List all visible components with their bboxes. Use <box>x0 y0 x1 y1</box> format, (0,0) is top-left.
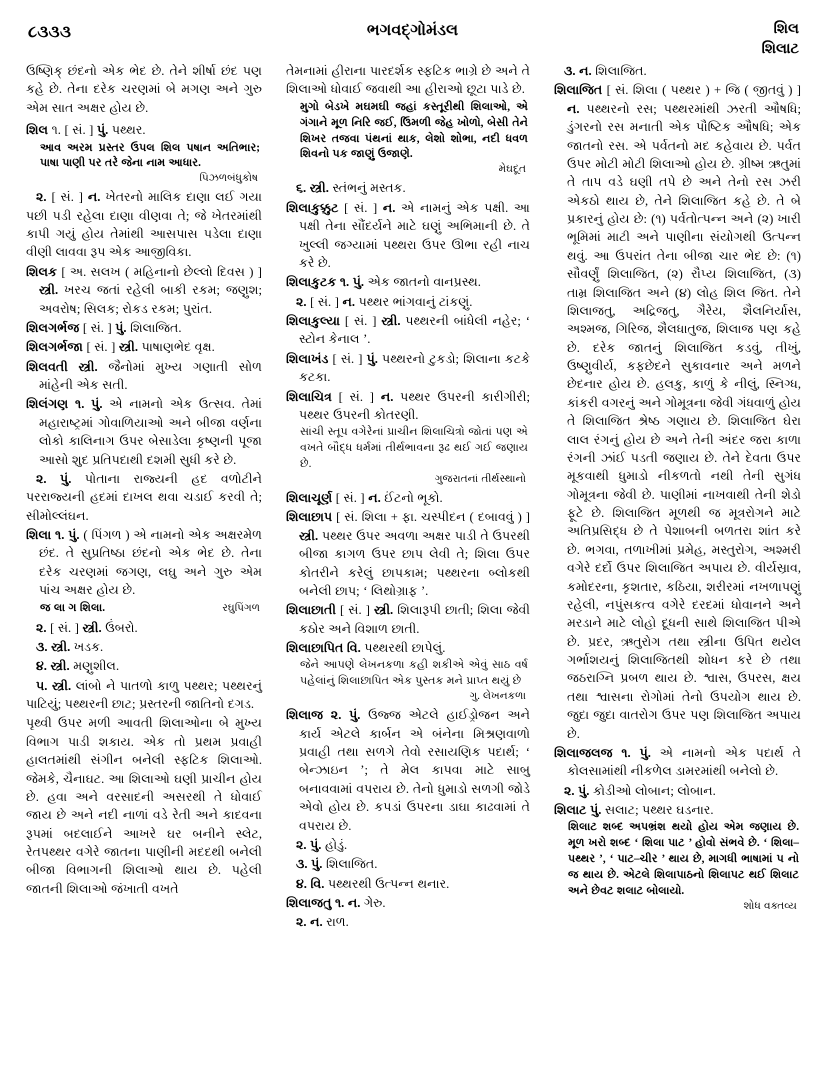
entry-sense-number: ૪. <box>36 659 47 674</box>
entry-grammar-tag: વિ. <box>346 641 361 656</box>
dictionary-entry <box>286 199 530 273</box>
entry-sense-number: ૩. <box>296 857 308 872</box>
entry-definition: હોડું. <box>325 837 348 852</box>
entry-etymology: [ સં. ] <box>344 200 378 215</box>
entry-definition: એક જાતનો વાનપ્રસ્થ. <box>367 275 481 290</box>
dictionary-entry <box>286 855 530 873</box>
dictionary-entry <box>26 319 262 337</box>
entry-headword: શિલા <box>26 528 52 543</box>
citation-verse: મુગો બેડખે મઘમઘી જહાં કસ્તૂરીથી શિલાઓ, એ ગંગાને મૂળ નિરિ જઈ, ઉિમળી જેહ ખોળો, બેસી તેને શિખર તજવા પંથનાં થાક, લેશો શોભા, નદી ધવળ શિવનો પક જાણું ઉજાણે. <box>300 100 528 161</box>
entry-citation <box>286 658 530 704</box>
entry-sense-number: ૩. <box>36 639 48 654</box>
dictionary-entry <box>286 350 530 387</box>
entry-grammar-tag: સ્ત્રી. <box>309 181 329 196</box>
entry-grammar-tag: પું. <box>311 857 323 872</box>
dictionary-entry <box>26 526 262 600</box>
entry-sense-number: ૪. <box>296 876 307 891</box>
dictionary-entry <box>286 836 530 854</box>
entry-sense-number: ૧. <box>75 397 85 412</box>
dictionary-entry <box>26 638 262 656</box>
entry-sense-number: ૧. <box>339 275 350 290</box>
dictionary-entry <box>286 913 530 931</box>
entry-definition: પથ્થરથી છાપેલું. <box>364 641 446 656</box>
entry-sense-number: ૧. <box>51 123 61 138</box>
entry-extended-note: પૃથ્વી ઉપર મળી આવતી શિલાઓના બે મુખ્ય વિભાગ પાડી શકાય. એક તો પ્રથમ પ્રવાહી હાલતમાંથી સંગીન બનેલી સ્ફટિક શિલાઓ. જેમકે, ચૈનાઘટ. આ શિલાઓ ઘણી પ્રાચીન હોય છે. હવા અને વરસાદની અસરથી તે ધોવાઈ જાય છે અને નદી નાળાં વડે રેતી અને કાદવના રૂપમાં બદલાઈને આખરે ઘર બનીને સ્લેટ, રેતપથ્થર વગેરે જાતના પાણીની મદદથી બનેલી બીજા વિભાગની શિલાઓ થાય છે. પહેલી જાતની શિલાઓ જંખાતી વખતે <box>26 716 262 896</box>
entry-definition: ગેરુ. <box>363 896 386 910</box>
dictionary-entry <box>286 706 530 835</box>
citation-text: શિલાટ શબ્દ અપભ્રંશ થયો હોય એમ જણાય છે. મૂળ ખરો શબ્દ ‘ શિલા પાટ ’ હોવો સંભવે છે. ‘ શિલા–પથ્થર ’, ‘ પાટ–ચીર ’ થાય છે, માગધી ભાષામાં પ નો જ થાય છે. એટલે શિલાપાઠનો શિલાપટ થઈ શિલાટ અને છેવટ શલાટ બોલાયો. <box>568 821 799 897</box>
entry-grammar-tag: સ્ત્રી. <box>78 359 98 374</box>
entry-definition: રાળ. <box>326 915 349 930</box>
entry-headword: શિલાજ <box>286 708 324 723</box>
entry-definition: પથ્થર. <box>111 123 146 138</box>
entry-headword: શિલાજતુ <box>286 896 332 910</box>
entry-definition: કોડીઓ લોબાન; લોબાન. <box>593 783 716 798</box>
entry-grammar-tag: સ્ત્રી. <box>299 528 319 543</box>
entry-grammar-tag: પું. <box>349 708 361 723</box>
entry-headword: શિલાકુક્કુટ <box>286 200 339 215</box>
entry-sense-number: ૬. <box>296 181 307 196</box>
citation-source: ગુ. લેખનકળા <box>469 691 526 703</box>
guide-word-last: શિલાટ <box>761 40 799 57</box>
entry-definition: શિલારૂપી છાતી; શિલા જેવી કઠોર અને વિશાળ છાતી. <box>299 603 530 636</box>
citation-source: ગુજરાતનાં તીર્થસ્થાનો <box>434 474 526 485</box>
entry-etymology: [ સં. શિલા + ફા. ચસ્પીદન ( દબાવવું ) ] <box>336 510 530 525</box>
dictionary-entry <box>554 801 801 819</box>
entry-sense-number: ૨. <box>564 783 575 798</box>
entry-grammar-tag: પું. <box>590 803 602 817</box>
entry-grammar-tag: સ્ત્રી. <box>82 620 102 635</box>
entry-definition: સલાટ; પથ્થર ઘડનાર. <box>604 803 714 817</box>
guide-word-first: શિલ <box>773 21 799 37</box>
entry-headword: શિલાચિત્ર <box>286 389 332 404</box>
entry-sense-number: ૨. <box>36 620 47 635</box>
entry-grammar-tag: ન. <box>368 491 381 506</box>
entry-grammar-tag: સ્ત્રી. <box>50 659 70 674</box>
citation-text: જેને આપણે લેખનકળા કહી શકીએ એવું સાઠ વર્ષ પહેલાંનું શિલાછાપિત એક પુસ્તક મને પ્રાપ્ત થયું છે <box>300 659 528 688</box>
entry-grammar-tag: પું. <box>639 745 651 760</box>
entry-sense-number: ૧. <box>335 896 345 910</box>
entry-definition: પોતાના રાજ્યની હદ વળોટીને પરરાજ્યની હદમાં દાખલ થવા ચડાઈ કરવી તે; સીમોલ્લંઘન. <box>26 471 262 523</box>
dictionary-entry <box>554 81 801 743</box>
entry-grammar-tag: સ્ત્રી. <box>374 603 394 618</box>
dictionary-entry <box>286 312 530 349</box>
entry-grammar-tag: ન. <box>342 294 356 309</box>
entry-headword: શિલાજલજ <box>554 745 613 760</box>
entry-grammar-tag: પું. <box>115 320 127 335</box>
entry-grammar-tag: સ્ત્રી. <box>51 639 71 654</box>
entry-etymology: [ સં. ] <box>332 351 363 366</box>
entry-sense-number: ૨. <box>296 915 307 930</box>
dictionary-entry <box>26 338 262 356</box>
entry-definition: જૈનોમાં મુખ્ય ગણાતી સોળ માંહેની એક સતી. <box>39 359 262 393</box>
dictionary-entry <box>554 744 801 781</box>
entry-definition: પથ્થર ઉપરની કારીગીરી; પથ્થર ઉપરની કોતરણી. <box>299 389 530 422</box>
entry-definition: મણુશીલ. <box>73 659 120 674</box>
entry-grammar-tag: પું. <box>310 837 322 852</box>
guide-words <box>762 20 799 59</box>
dictionary-entry <box>286 489 530 507</box>
entry-grammar-tag: ન. <box>347 896 361 910</box>
entry-definition: ઉજ્જ એટલે હાઈડ્રોજન અને કાર્ય એટલે કાર્બન એ બંનેના મિશ્રણવાળો પ્રવાહી તથા સળગે તેવો રસાયણિક પદાર્થ; ‘ બેન્ઝાઇન ’; તે મેલ કાપવા માટે સાબુ બનાવવામાં વપરાય છે. તેનો ધુમાડો સળગી જોડે એવો હોય છે. કપડાં ઉપરના ડાઘા કાઢવામાં તે વપરાય છે. <box>299 708 530 833</box>
entry-grammar-tag: સ્ત્રી. <box>39 283 59 298</box>
entry-definition: એ નામનો એક પદાર્થ તે કોલસામાંથી નીકળેલ ડામરમાંથી બનેલો છે. <box>567 745 801 779</box>
entry-definition: એ નામનું એક પક્ષી. આ પક્ષી તેના સૌંદર્યને માટે ઘણું અભિમાની છે. તે ખુલ્લી જગ્યામાં પથ્થરા ઉપર ઊભા રહી નાચ કરે છે. <box>299 200 530 270</box>
dictionary-entry <box>286 875 530 893</box>
entry-sense-number: ૧. <box>621 745 631 760</box>
entry-headword: શિલંગણ <box>26 397 69 412</box>
entry-sense-number: ૫. <box>36 678 48 693</box>
entry-etymology: [ સં. ] <box>51 190 83 205</box>
entry-definition: પથ્થર ઉપર અવળા અક્ષર પાડી તે ઉપરથી બીજા કાગળ ઉપર છાપ લેવી તે; શિલા ઉપર કોતરીને કરેલું છાપકામ; પથ્થરના બ્લોકથી બનેલી છાપ; ‘ લિથોગ્રાફ ’. <box>299 528 530 598</box>
entry-definition: ઈંટનો ભૂકો. <box>384 491 443 506</box>
entry-headword: શિલાછાતી <box>286 603 336 618</box>
entry-headword: શિલાચૂર્ણ <box>286 491 333 506</box>
citation-source: પિઝળબંધુકોષ <box>199 173 258 185</box>
entry-grammar-tag: ન. <box>567 101 580 116</box>
entry-grammar-tag: સ્ત્રી. <box>381 314 401 329</box>
entry-headword: શિલગર્ભજ <box>26 320 80 335</box>
entry-definition: ઉંબરો. <box>105 620 138 635</box>
continued-entry-text: તેમનામાં હીરાના પારદર્શક સ્ફટિક ભાગ્રે છે અને તે શિલાઓ ધોવાઈ જવાથી આ હીરાઓ છૂટા પાડે છે. <box>286 64 530 97</box>
dictionary-entry <box>286 894 530 912</box>
entry-definition: ખેતરનો માલિક દાણા લઈ ગયા પછી પડી રહેલા દાણા વીણવા તે; જે ખેતરમાંથી કાપી ગયું હોય તેમાંથી આસપાસ પડેલા દાણા વીણી લાવવા રૂપ એક આજીવિકા. <box>26 190 262 260</box>
entry-etymology: [ અ. સલખ ( મહિનાનો છેલ્લો દિવસ ) ] <box>61 264 262 279</box>
text-column-2 <box>272 62 540 1074</box>
dictionary-entry <box>26 263 262 318</box>
entry-headword: શિલાછાપિત <box>286 641 344 656</box>
entry-sense-number: ૨. <box>36 190 47 205</box>
column-grid <box>0 62 825 1074</box>
entry-grammar-tag: પું. <box>96 123 109 138</box>
running-head <box>0 14 825 60</box>
entry-definition: પથ્થરથી ઉત્પન્ન થનાર. <box>327 876 450 891</box>
dictionary-entry <box>554 782 801 800</box>
entry-headword: શિલાજિત <box>554 83 603 98</box>
entry-grammar-tag: પું. <box>68 528 80 543</box>
dictionary-entry <box>26 395 262 469</box>
example-source: રઘુપિંગળ <box>222 602 260 614</box>
entry-headword: શિલગર્ભજા <box>26 340 83 355</box>
entry-definition: પાષાણભેદ વૃક્ષ. <box>141 340 215 355</box>
citation-text: સાંચી સ્તૂપ વગેરેનાં પ્રાચીન શિલાચિત્રો જોતાં પણ એ વખતે બૌદ્ધ ધર્મમાં તીર્થભાવના રૂઢ થઈ ગઈ જણાય છે. <box>300 426 528 471</box>
dictionary-entry <box>286 179 530 197</box>
entry-definition: શિલાજિત. <box>326 857 378 872</box>
entry-definition: એ નામનો એક અક્ષરમેળ છંદ. તે સુપ્રતિષ્ઠા છંદનો એક ભેદ છે. તેના દરેક ચરણમાં જગણ, લઘુ અને ગુરુ એમ પાંચ અક્ષર હોય છે. <box>39 528 262 598</box>
dictionary-entry <box>286 273 530 291</box>
entry-sense-number: ૨. <box>330 708 342 723</box>
entry-headword: શિલાકુટક <box>286 275 337 290</box>
dictionary-entry <box>26 619 262 637</box>
entry-definition: સ્તંભનું મસ્તક. <box>332 181 406 196</box>
entry-definition: પથ્થરનો રસ; પથ્થરમાંથી ઝરતી ઔષધિ; ડુંગરનો રસ મનાતી એક પૌષ્ટિક ઔષધિ; એક જાતનો રસ. એ પર્વતનો મદ કહેવાય છે. પર્વત ઉપર મોટી મોટી શિલાઓ હોય છે. ગ્રીષ્મ ઋતુમાં તે તાપ વડે ઘણી તપે છે અને તેનો રસ ઝરી એકઠો થાય છે, તેને શિલાજિત કહે છે. તે બે પ્રકારનું હોય છે: (૧) પર્વતોત્પન્ન અને (૨) ખારી ભૂમિમાં માટી અને પાણીના સંયોગથી ઉત્પન્ન થવું. આ ઉપરાંત તેના બીજા ચાર ભેદ છે: (૧) સૌવર્ણું શિલાજિત, (૨) રૌપ્ય શિલાજિત, (૩) તામ્ર શિલાજિત અને (૪) લોહ શિલ જિત. તેને શિલાજતુ, અદ્રિજતુ, ગૈરેય, શૈલનિર્યાસ, અશ્મજ, ગિરિજ, શૈલધાતુજ, શિલાજ પણ કહે છે. દરેક જાતનું શિલાજિત કડવું, તીખું, ઉષ્ણુવીર્ય, કફછેદને સુકાવનાર અને મળને છેદનાર હોય છે. હલકુ, કાળું કે નીલું, સ્નિગ્ધ, કાંકરી વગરનું અને ગોમૂત્રના જેવી ગંધવાળું હોય તે શિલાજિત શ્રેષ્ઠ ગણાય છે. શિલાજિત ઘેરા લાલ રંગનું હોય છે અને તેની અંદર જરા કાળા રંગની ઝાંઈ પડતી જણાય છે. તેને દેવતા ઉપર મૂકવાથી ધુમાડો નીકળતો નથી તેની સુગંધ ગોમૂત્રના જેવી છે. પાણીમાં નાખવાથી તેની શેડો ફૂટે છે. શિલાજિત મૂળથી જ મૂત્રરોગને માટે અતિપ્રસિદ્ધ છે તે પેશાબની બળતરા શાંત કરે છે. ભગવા, તળાખીમાં પ્રમેહ, મસ્તુરોગ, અશ્મરી વગેરે દર્દો ઉપર શિલાજિત અપાય છે. વીર્યસ્રાવ, કમોદરના, કૃશતાર, કઠિયા, શરીરમાં નખળાપણું રહેલી, નપુંસકત્વ વગેરે દરદમાં ધોવાનને અને મરડાને માટે લોહો દૂધની સાથે શિલાજિત પીએ છે. પ્રદર, ઋતુરોગ તથા સ્ત્રીના ઉપિત થયેલ ગર્ભાશયનું શિલાજિતથી શોધન કરે છે તથા જઠરાગ્નિ પ્રબળ થાય છે. શ્વાસ, ઉપરસ, ક્ષય તથા શ્વાસના રોગોમાં તેનો ઉપયોગ થાય છે. જુદા જુદા વાતરોગ ઉપર પણ શિલાજિત અપાય છે. <box>567 101 801 741</box>
dictionary-entry <box>26 188 262 262</box>
entry-sense-number: ૩. <box>564 64 576 78</box>
entry-grammar-tag: ન. <box>310 915 323 930</box>
entry-grammar-tag: પું. <box>60 471 72 486</box>
entry-definition: પથ્થર ભાંગવાનું ટાંકણું. <box>358 294 473 309</box>
dictionary-entry <box>554 62 801 80</box>
entry-headword: શિલાખંડ <box>286 351 329 366</box>
entry-grammar-tag: પું. <box>91 397 103 412</box>
entry-grammar-tag: ન. <box>87 190 101 205</box>
citation-verse: આવ અરમ પ્રસ્તર ઉપલ શિલ પષાન અતિભાર; પાષા પાણી પર તરે જેના નામ આધાર. <box>40 141 260 170</box>
dictionary-entry <box>26 677 262 714</box>
entry-etymology: [ સં. ] <box>338 389 374 404</box>
entry-citation <box>286 425 530 487</box>
entry-definition: લાંબો ને પાતળો કાળુ પથ્થર; પથ્થરનું પાટિયું; પથ્થરની છાટ; પ્રસ્તરની જાતિનો દગડ. <box>26 678 262 711</box>
dictionary-entry <box>286 388 530 425</box>
entry-grammar-tag: પું. <box>366 351 378 366</box>
entry-etymology: [ સં. ] <box>344 314 377 329</box>
entry-definition: શિલાજિત. <box>130 320 182 335</box>
entry-grammar-tag: પું. <box>352 275 365 290</box>
entry-etymology: ( પિંગળ ) <box>83 528 130 543</box>
dictionary-entry <box>286 293 530 311</box>
entry-headword: શિલક <box>26 264 57 279</box>
entry-etymology: [ સં. શિલા ( પથ્થર ) + જિ ( જીતવું ) ] <box>606 83 801 98</box>
entry-definition: એ નામનો એક ઉત્સવ. તેમાં મહારાષ્ટ્રમાં ગોવાળિયાઓ અને બીજા વર્ણના લોકો કાલિનાગ ઉપર બેસાડેલા કૃષ્ણની પૂજા આસો શુદ પ્રતિપદાથી દશમી સુધી કરે છે. <box>39 397 262 467</box>
entry-etymology: [ સં. ] <box>340 603 370 618</box>
dictionary-entry <box>286 639 530 657</box>
entry-headword: શિલાટ <box>554 803 587 817</box>
entry-headword: શિલાછાપ <box>286 510 333 525</box>
continued-entry-text: ઉષ્ણિક્ છંદનો એક ભેદ છે. તેને શીર્ષા છંદ પણ કહે છે. તેના દરેક ચરણમાં બે મગણ અને ગુરુ એમ સાત અક્ષર હોય છે. <box>26 64 262 115</box>
entry-example <box>26 601 262 617</box>
entry-sense-number: ૨. <box>296 294 307 309</box>
entry-definition: ખડક. <box>73 639 104 654</box>
entry-grammar-tag: ન. <box>382 200 396 215</box>
text-column-1 <box>0 62 272 1074</box>
citation-source: મેઘદૂત <box>498 164 526 176</box>
entry-etymology: [ સં. ] <box>50 620 79 635</box>
entry-grammar-tag: ન. <box>579 64 592 78</box>
entry-sense-number: ૨. <box>296 837 307 852</box>
entry-headword: શિલવતી <box>26 359 68 374</box>
entry-citation <box>26 141 262 187</box>
entry-sense-number: ૧. <box>55 528 65 543</box>
entry-etymology: [ સં. ] <box>335 491 365 506</box>
example-text: જ લા ગ શિલા. <box>40 601 105 614</box>
entry-definition: ખરચ જતાં રહેલી બાકી રકમ; જણુશ; અવરોષ; સિલક; રોકડ રકમ; પુરાંત. <box>39 283 262 316</box>
entry-citation <box>286 100 530 178</box>
entry-grammar-tag: વિ. <box>310 876 325 891</box>
entry-definition: પથ્થરનો ટુકડો; શિલાના કટકે કટકા. <box>299 351 530 385</box>
entry-headword: શિલ <box>26 123 49 138</box>
entry-etymology: [ સં. ] <box>86 340 116 355</box>
book-title-header: ભગવદ્ગોમંડલ <box>366 22 459 39</box>
dictionary-entry <box>286 508 530 600</box>
entry-grammar-tag: સ્ત્રી. <box>118 340 139 355</box>
dictionary-entry <box>286 601 530 638</box>
entry-etymology: [ સં. ] <box>310 294 339 309</box>
entry-etymology: [ સં. ] <box>82 320 112 335</box>
entry-grammar-tag: સ્ત્રી. <box>51 678 72 693</box>
dictionary-entry <box>26 121 262 139</box>
entry-definition: પથ્થરની બાંધેલી નહેર; ‘ સ્ટોન કેનાલ ’. <box>299 314 530 347</box>
dictionary-entry <box>26 358 262 395</box>
dictionary-entry <box>26 657 262 675</box>
text-column-3 <box>540 62 825 1074</box>
entry-definition: શિલાજિત. <box>595 64 647 78</box>
page-folio-number: ૮૩૩૩ <box>28 22 72 41</box>
citation-source: શોધ વક્તવ્ય <box>743 900 797 912</box>
entry-sense-number: ૨. <box>36 471 47 486</box>
entry-citation <box>554 820 801 914</box>
dictionary-entry <box>26 470 262 525</box>
entry-grammar-tag: ન. <box>380 389 394 404</box>
entry-headword: શિલાકુલ્યા <box>286 314 341 329</box>
entry-etymology: [ સં. ] <box>64 123 94 138</box>
entry-grammar-tag: પું. <box>578 783 590 798</box>
